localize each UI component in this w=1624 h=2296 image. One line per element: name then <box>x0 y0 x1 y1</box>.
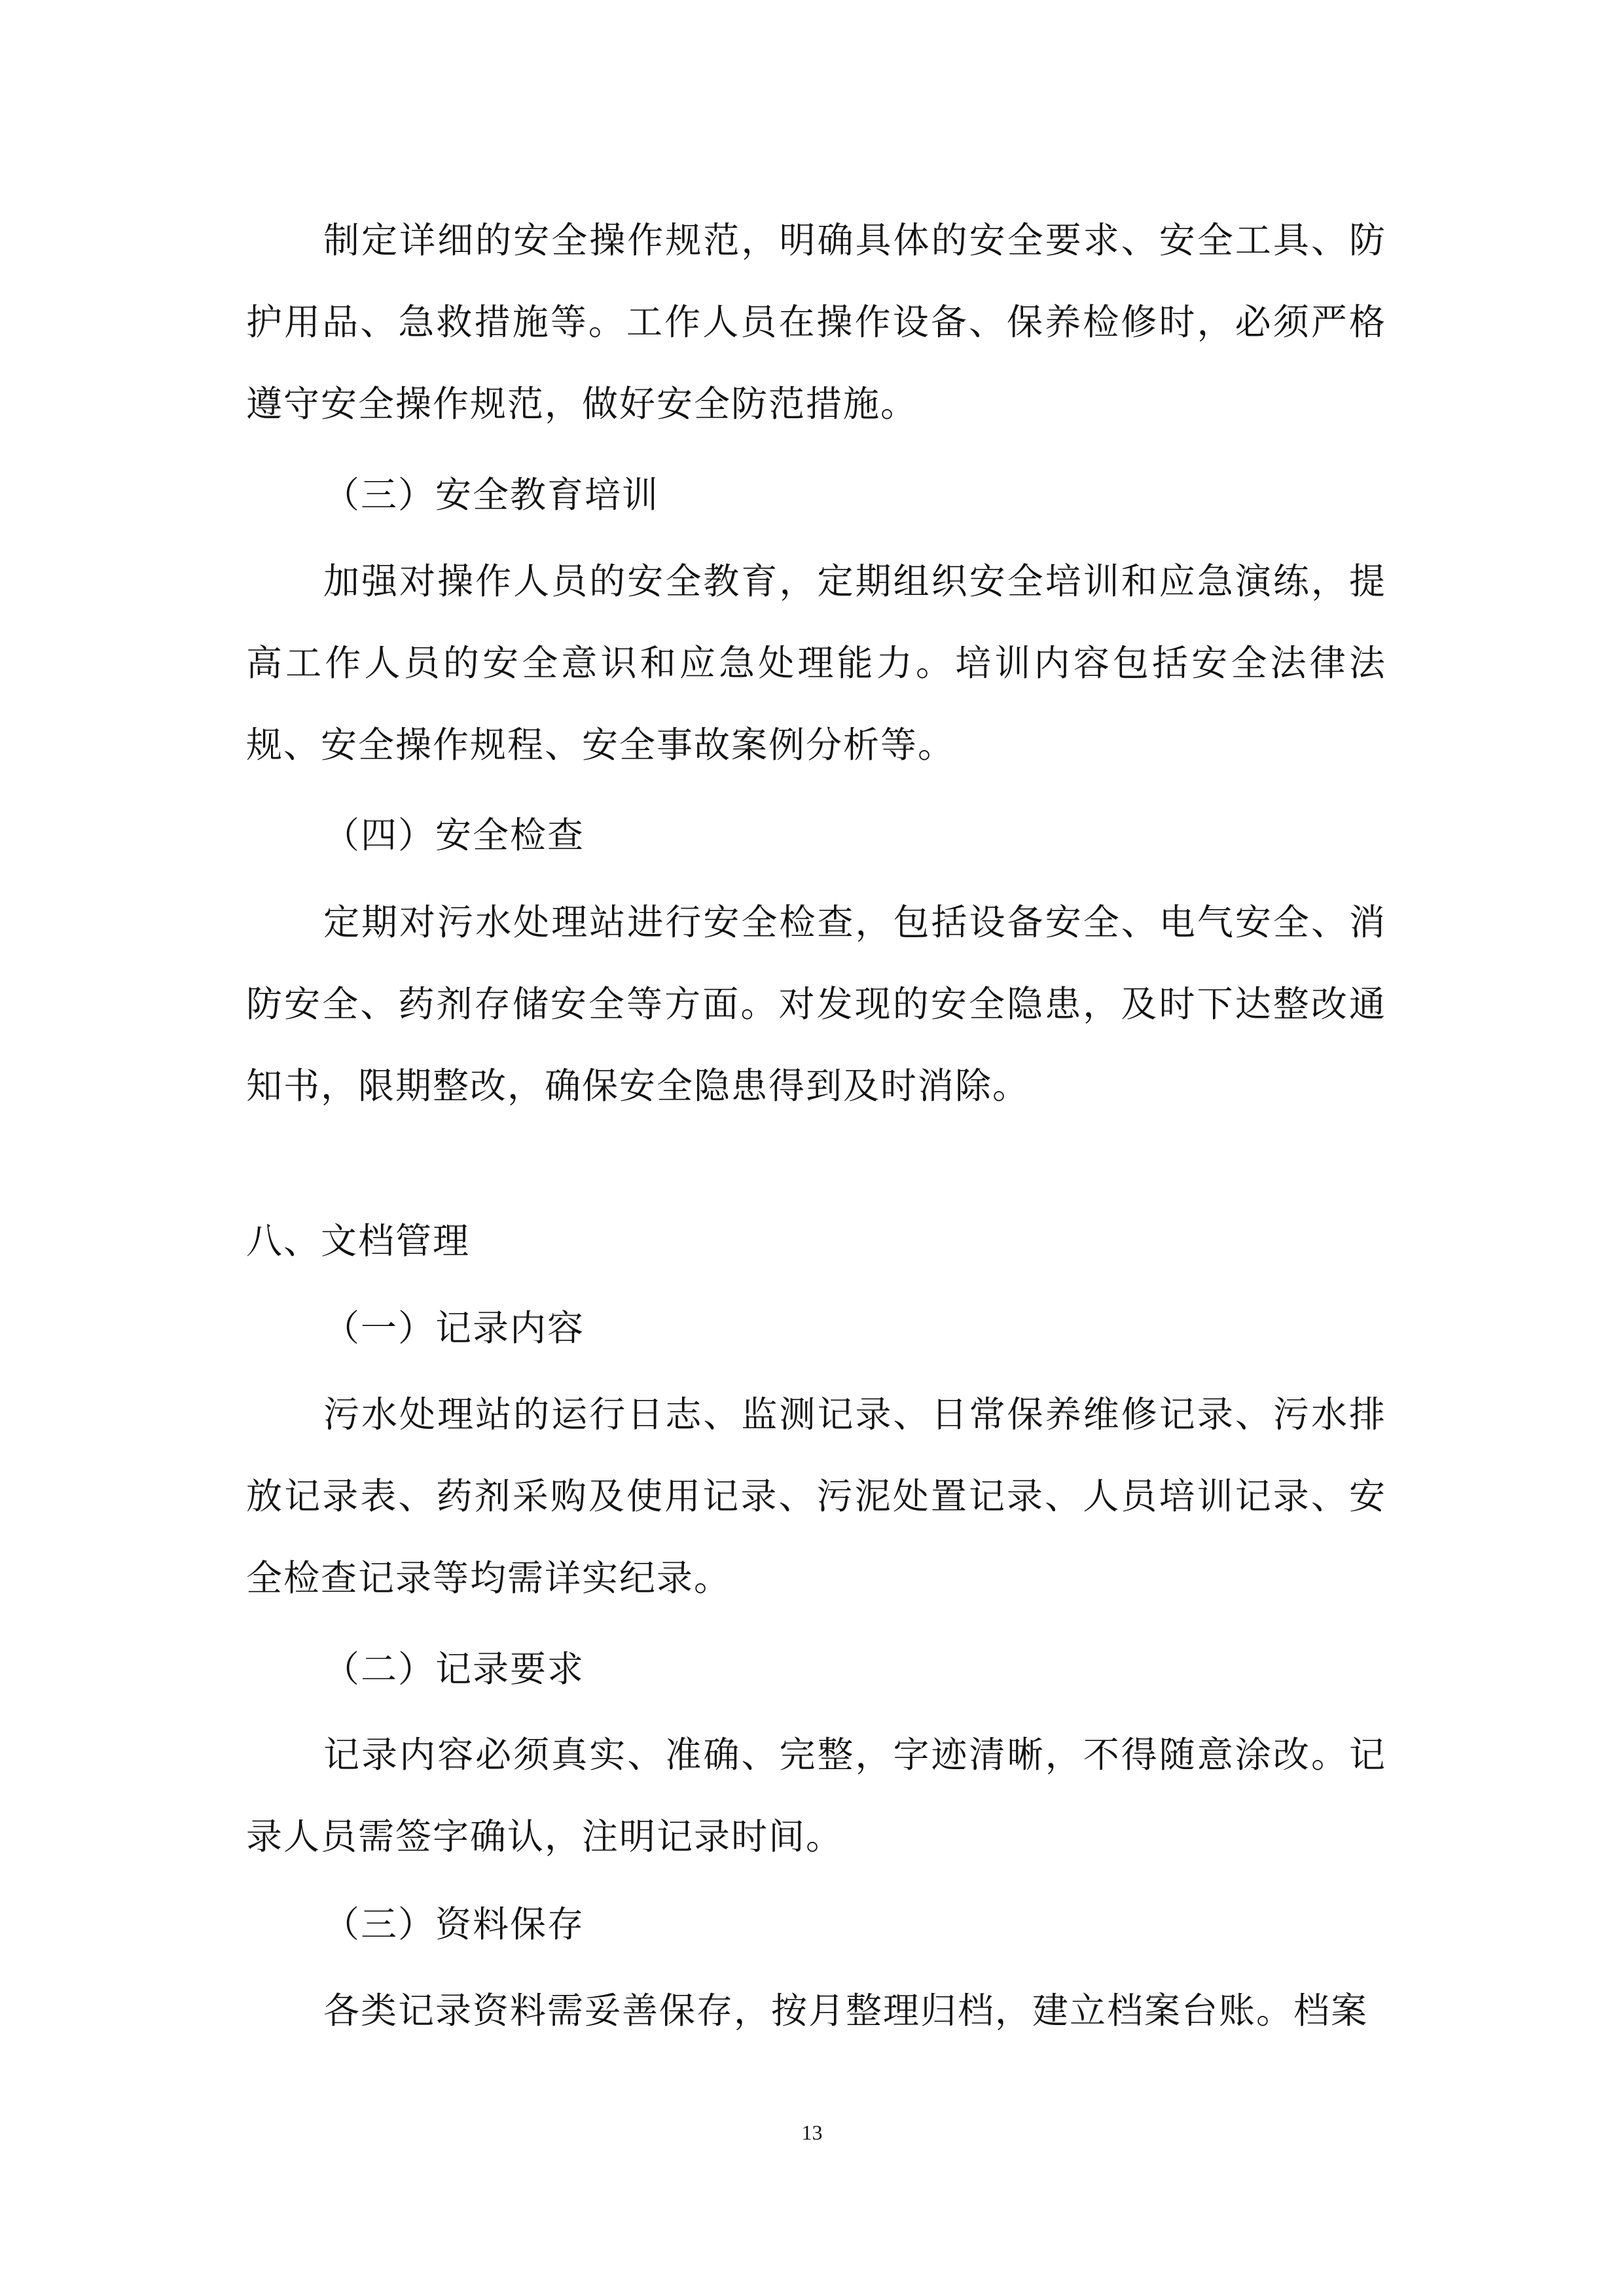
paragraph-record-requirements: 记录内容必须真实、准确、完整，字迹清晰，不得随意涂改。记录人员需签字确认，注明记录时间。 <box>246 1734 1386 1857</box>
subheading-record-content: （一）记录内容 <box>323 1307 585 1349</box>
paragraph-safety-training: 加强对操作人员的安全教育，定期组织安全培训和应急演练，提高工作人员的安全意识和应急处理能力。培训内容包括安全法律法规、安全操作规程、安全事故案例分析等。 <box>246 560 1386 766</box>
page-number: 13 <box>801 2121 823 2144</box>
paragraph-data-storage: 各类记录资料需妥善保存，按月整理归档，建立档案台账。档案 <box>323 1990 1369 2032</box>
paragraph-safety-inspection: 定期对污水处理站进行安全检查，包括设备安全、电气安全、消防安全、药剂存储安全等方面。对发现的安全隐患，及时下达整改通知书，限期整改，确保安全隐患得到及时消除。 <box>246 901 1386 1107</box>
subheading-safety-inspection: （四）安全检查 <box>323 814 585 856</box>
subheading-safety-training: （三）安全教育培训 <box>323 474 660 516</box>
subheading-data-storage: （三）资料保存 <box>323 1903 585 1945</box>
paragraph-safety-operation-rules: 制定详细的安全操作规范，明确具体的安全要求、安全工具、防护用品、急救措施等。工作人员在操作设备、保养检修时，必须严格遵守安全操作规范，做好安全防范措施。 <box>246 219 1386 425</box>
section-heading-document-management: 八、文档管理 <box>246 1220 471 1262</box>
subheading-record-requirements: （二）记录要求 <box>323 1648 585 1690</box>
paragraph-record-content: 污水处理站的运行日志、监测记录、日常保养维修记录、污水排放记录表、药剂采购及使用记录、污泥处置记录、人员培训记录、安全检查记录等均需详实纪录。 <box>246 1393 1386 1599</box>
